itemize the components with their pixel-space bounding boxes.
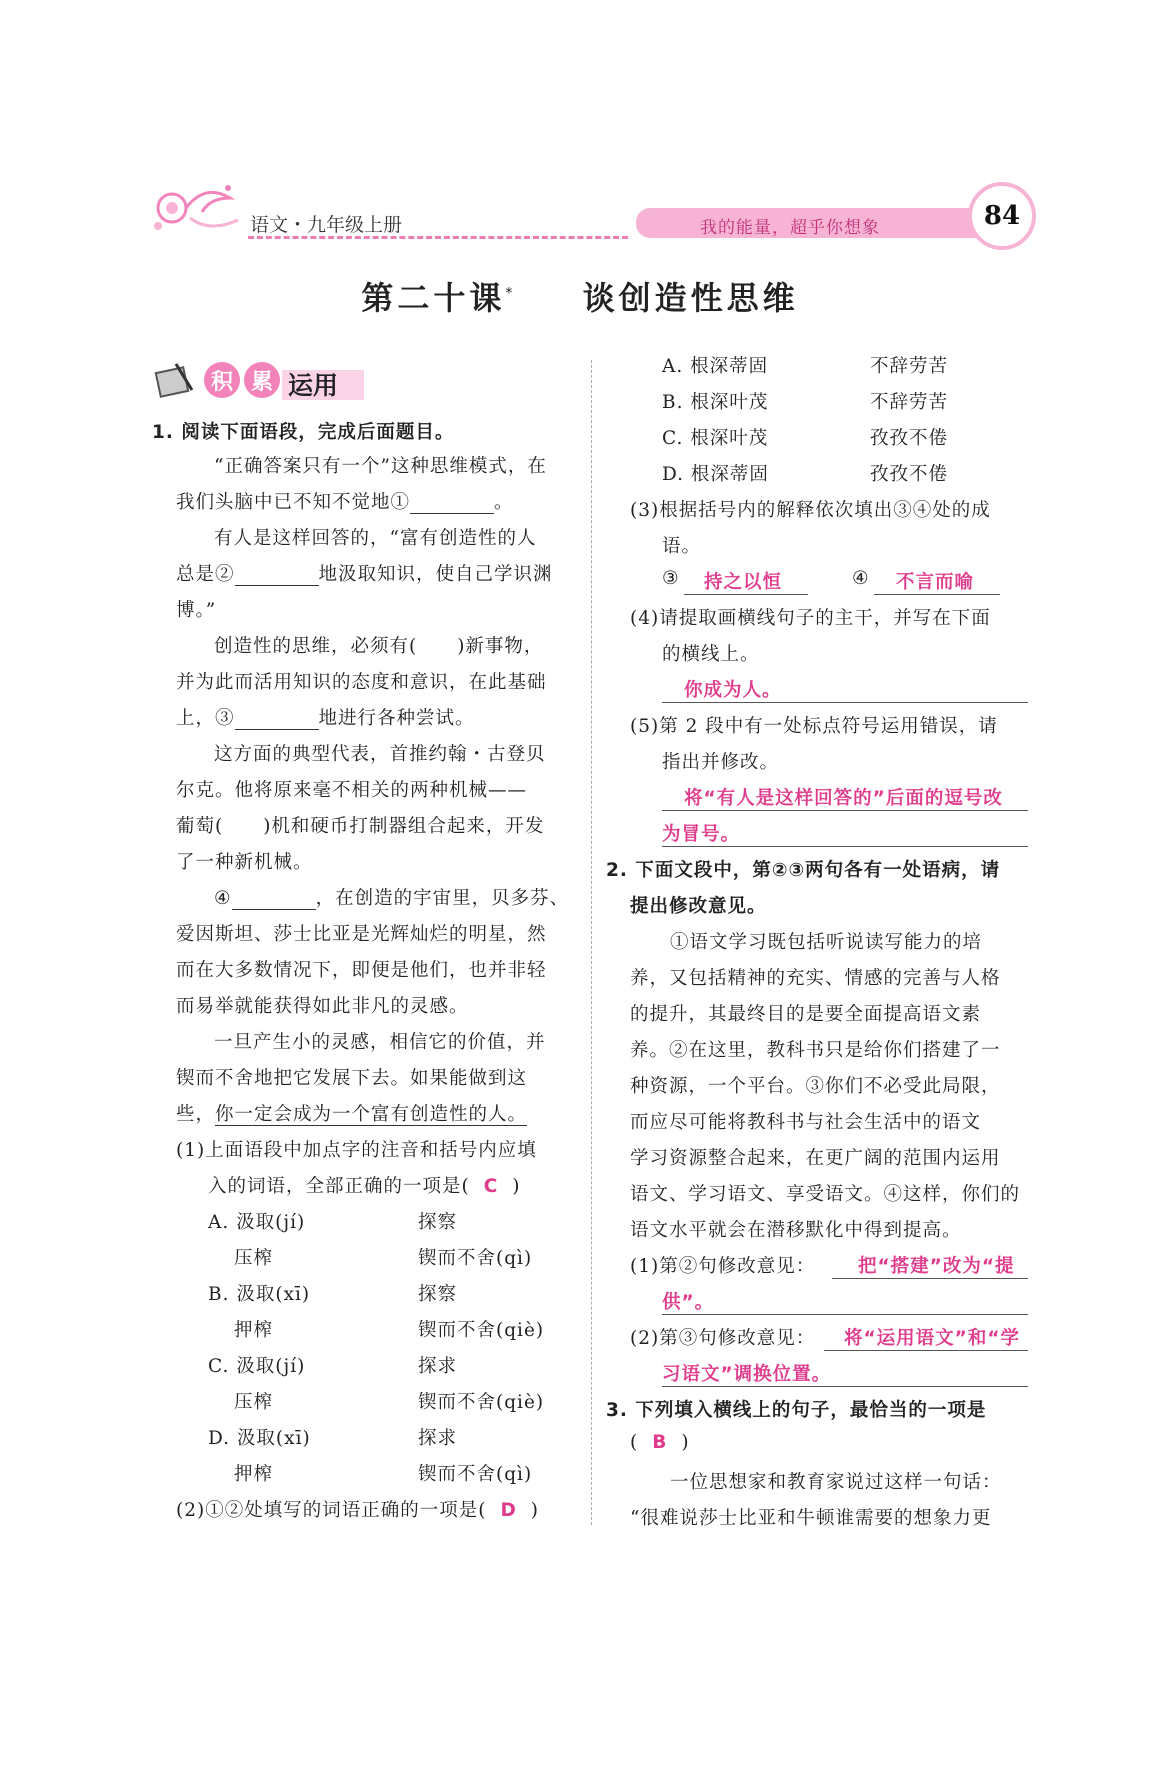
q2-sub2-label: (2)第③句修改意见： (630, 1328, 816, 1349)
header-subject: 语文・九年级上册 (250, 214, 403, 236)
q2-passage-line: 学习资源整合起来，在更广阔的范围内运用 (630, 1148, 1001, 1169)
q3-stem: 3. 下列填入横线上的句子，最恰当的一项是 (606, 1400, 987, 1421)
q2-passage-line: 养，又包括精神的充实、情感的完善与人格 (630, 968, 1001, 989)
underlined-sentence: 你一定会成为一个富有创造性的人。 (215, 1104, 528, 1125)
book-pen-icon (154, 360, 198, 400)
answer-line (662, 810, 1028, 811)
q1-passage-line: 些，你一定会成为一个富有创造性的人。 (176, 1104, 528, 1125)
header-slogan: 我的能量，超乎你想象 (700, 218, 880, 238)
q1-sub4-stem: 的横线上。 (662, 644, 760, 665)
q1-passage-line: 尔克。他将原来毫不相关的两种机械—— (176, 780, 528, 801)
option-d-1: D. 汲取(xī) (208, 1428, 311, 1449)
page-number-badge (968, 182, 1036, 250)
q1-sub2-option: C. 根深叶茂 (662, 428, 769, 449)
option-b-4: 锲而不舍(qiè) (418, 1320, 545, 1341)
q1-sub2-option: B. 根深叶茂 (662, 392, 769, 413)
answer-line (662, 1314, 1028, 1315)
q1-passage-line: ④ ，在创造的宇宙里，贝多芬、 (214, 888, 570, 909)
q1-sub3-mark4: ④ (852, 568, 870, 589)
q2-stem: 提出修改意见。 (630, 896, 767, 917)
blank-3 (235, 707, 319, 730)
q1-passage-line: 而在大多数情况下，即便是他们，也并非轻 (176, 960, 547, 981)
q1-sub1-answer: C (483, 1176, 499, 1197)
answer-line (874, 594, 1000, 595)
q1-passage-line: 锲而不舍地把它发展下去。如果能做到这 (176, 1068, 528, 1089)
column-divider (591, 360, 592, 1525)
q1-passage-line: “正确答案只有一个”这种思维模式，在 (214, 456, 547, 477)
q1-sub5-stem: (5)第 2 段中有一处标点符号运用错误，请 (630, 716, 998, 737)
option-a-4: 锲而不舍(qì) (418, 1248, 533, 1269)
lesson-name: 谈创造性思维 (582, 279, 799, 317)
option-c-3: 压榨 (234, 1392, 274, 1413)
option-c-1: C. 汲取(jí) (208, 1356, 306, 1377)
lesson-star: * (505, 285, 517, 302)
answer-line (684, 594, 808, 595)
q1-sub2-answer: D (500, 1500, 517, 1521)
q1-sub2-option: 不辞劳苦 (870, 356, 949, 377)
option-a-1: A. 汲取(jí) (208, 1212, 306, 1233)
section-header (154, 358, 364, 404)
blank-1 (410, 491, 494, 514)
option-c-2: 探求 (418, 1356, 458, 1377)
q1-sub1-stem: 入的词语，全部正确的一项是( C ) (208, 1176, 521, 1197)
option-b-2: 探察 (418, 1284, 458, 1305)
q1-sub4-answer: 你成为人。 (684, 680, 782, 701)
option-d-4: 锲而不舍(qì) (418, 1464, 533, 1485)
q1-sub2-stem: (2)①②处填写的词语正确的一项是( D ) (176, 1500, 540, 1521)
q1-passage-line: 并为此而活用知识的态度和意识，在此基础 (176, 672, 547, 693)
header-dashed-rule (248, 236, 628, 239)
option-a-3: 压榨 (234, 1248, 274, 1269)
option-d-3: 押榨 (234, 1464, 274, 1485)
q1-passage-line: 而易举就能获得如此非凡的灵感。 (176, 996, 469, 1017)
q1-sub2-option: 孜孜不倦 (870, 428, 949, 449)
option-d-2: 探求 (418, 1428, 458, 1449)
blank-4 (232, 887, 316, 910)
q3-answer-paren: ( B ) (630, 1432, 690, 1453)
q2-passage-line: 养。②在这里，教科书只是给你们搭建了一 (630, 1040, 1001, 1061)
q1-passage-line: 葡萄( )机和硬币打制器组合起来，开发 (176, 816, 545, 837)
q1-passage-line: 上，③ 地进行各种尝试。 (176, 708, 475, 729)
q1-passage-line: 博。” (176, 600, 217, 621)
flower-ornament-icon (150, 178, 250, 238)
q1-sub2-option: D. 根深蒂固 (662, 464, 769, 485)
q1-stem: 1. 阅读下面语段，完成后面题目。 (152, 422, 455, 443)
q1-passage-line: 这方面的典型代表，首推约翰・古登贝 (214, 744, 546, 765)
lesson-title (0, 273, 1160, 319)
q2-passage-line: 种资源，一个平台。③你们不必受此局限， (630, 1076, 1001, 1097)
q1-passage-line: 创造性的思维，必须有( )新事物， (214, 636, 544, 657)
q1-sub1-stem: (1)上面语段中加点字的注音和括号内应填 (176, 1140, 537, 1161)
q2-passage-line: 语文水平就会在潜移默化中得到提高。 (630, 1220, 962, 1241)
q1-sub5-stem: 指出并修改。 (662, 752, 780, 773)
q1-sub3-mark3: ③ (662, 568, 680, 589)
q1-sub3-answer4: 不言而喻 (896, 572, 975, 593)
option-a-2: 探察 (418, 1212, 458, 1233)
q1-sub3-stem: 语。 (662, 536, 702, 557)
q3-passage-line: 一位思想家和教育家说过这样一句话： (670, 1472, 1002, 1493)
q3-answer: B (652, 1432, 668, 1453)
lesson-number: 第二十课 (361, 279, 506, 317)
q2-sub2-answer: 习语文”调换位置。 (662, 1364, 832, 1385)
q1-passage-line: 总是② 地汲取知识，使自己学识渊 (176, 564, 553, 585)
answer-line (662, 702, 1028, 703)
answer-line (832, 1278, 1028, 1279)
blank-2 (235, 563, 319, 586)
page-number: 84 (983, 201, 1021, 231)
option-b-1: B. 汲取(xī) (208, 1284, 311, 1305)
q2-passage-line: 语文、学习语文、享受语文。④这样，你们的 (630, 1184, 1021, 1205)
q1-passage-line: 一旦产生小的灵感，相信它的价值，并 (214, 1032, 546, 1053)
section-char-2: 累 (244, 362, 280, 398)
q1-sub3-answer3: 持之以恒 (704, 572, 783, 593)
q2-sub1-answer: 把“搭建”改为“提 (858, 1256, 1015, 1277)
q3-passage-line: “很难说莎士比亚和牛顿谁需要的想象力更 (630, 1508, 992, 1529)
q2-passage-line: ①语文学习既包括听说读写能力的培 (670, 932, 983, 953)
answer-line (662, 1386, 1028, 1387)
q1-sub5-answer: 为冒号。 (662, 824, 741, 845)
q2-stem: 2. 下面文段中，第②③两句各有一处语病，请 (606, 860, 1001, 881)
q2-passage-line: 而应尽可能将教科书与社会生活中的语文 (630, 1112, 982, 1133)
q1-passage-line: 了一种新机械。 (176, 852, 313, 873)
q1-sub2-option: 不辞劳苦 (870, 392, 949, 413)
q1-passage-line: 我们头脑中已不知不觉地① 。 (176, 492, 514, 513)
answer-line (662, 846, 1028, 847)
q1-passage-line: 爱因斯坦、莎士比亚是光辉灿烂的明星，然 (176, 924, 547, 945)
q2-passage-line: 的提升，其最终目的是要全面提高语文素 (630, 1004, 982, 1025)
q2-sub2-answer: 将“运用语文”和“学 (844, 1328, 1020, 1349)
section-char-1: 积 (204, 362, 240, 398)
q1-passage-line: 有人是这样回答的，“富有创造性的人 (214, 528, 537, 549)
answer-line (824, 1350, 1028, 1351)
q1-sub3-stem: (3)根据括号内的解释依次填出③④处的成 (630, 500, 991, 521)
option-b-3: 押榨 (234, 1320, 274, 1341)
section-label: 运用 (288, 371, 339, 400)
q1-sub2-option: 孜孜不倦 (870, 464, 949, 485)
q1-sub4-stem: (4)请提取画横线句子的主干，并写在下面 (630, 608, 991, 629)
q2-sub1-answer: 供”。 (662, 1292, 715, 1313)
q1-sub2-option: A. 根深蒂固 (662, 356, 769, 377)
option-c-4: 锲而不舍(qiè) (418, 1392, 545, 1413)
q1-sub5-answer: 将“有人是这样回答的”后面的逗号改 (684, 788, 1003, 809)
q2-sub1-label: (1)第②句修改意见： (630, 1256, 816, 1277)
